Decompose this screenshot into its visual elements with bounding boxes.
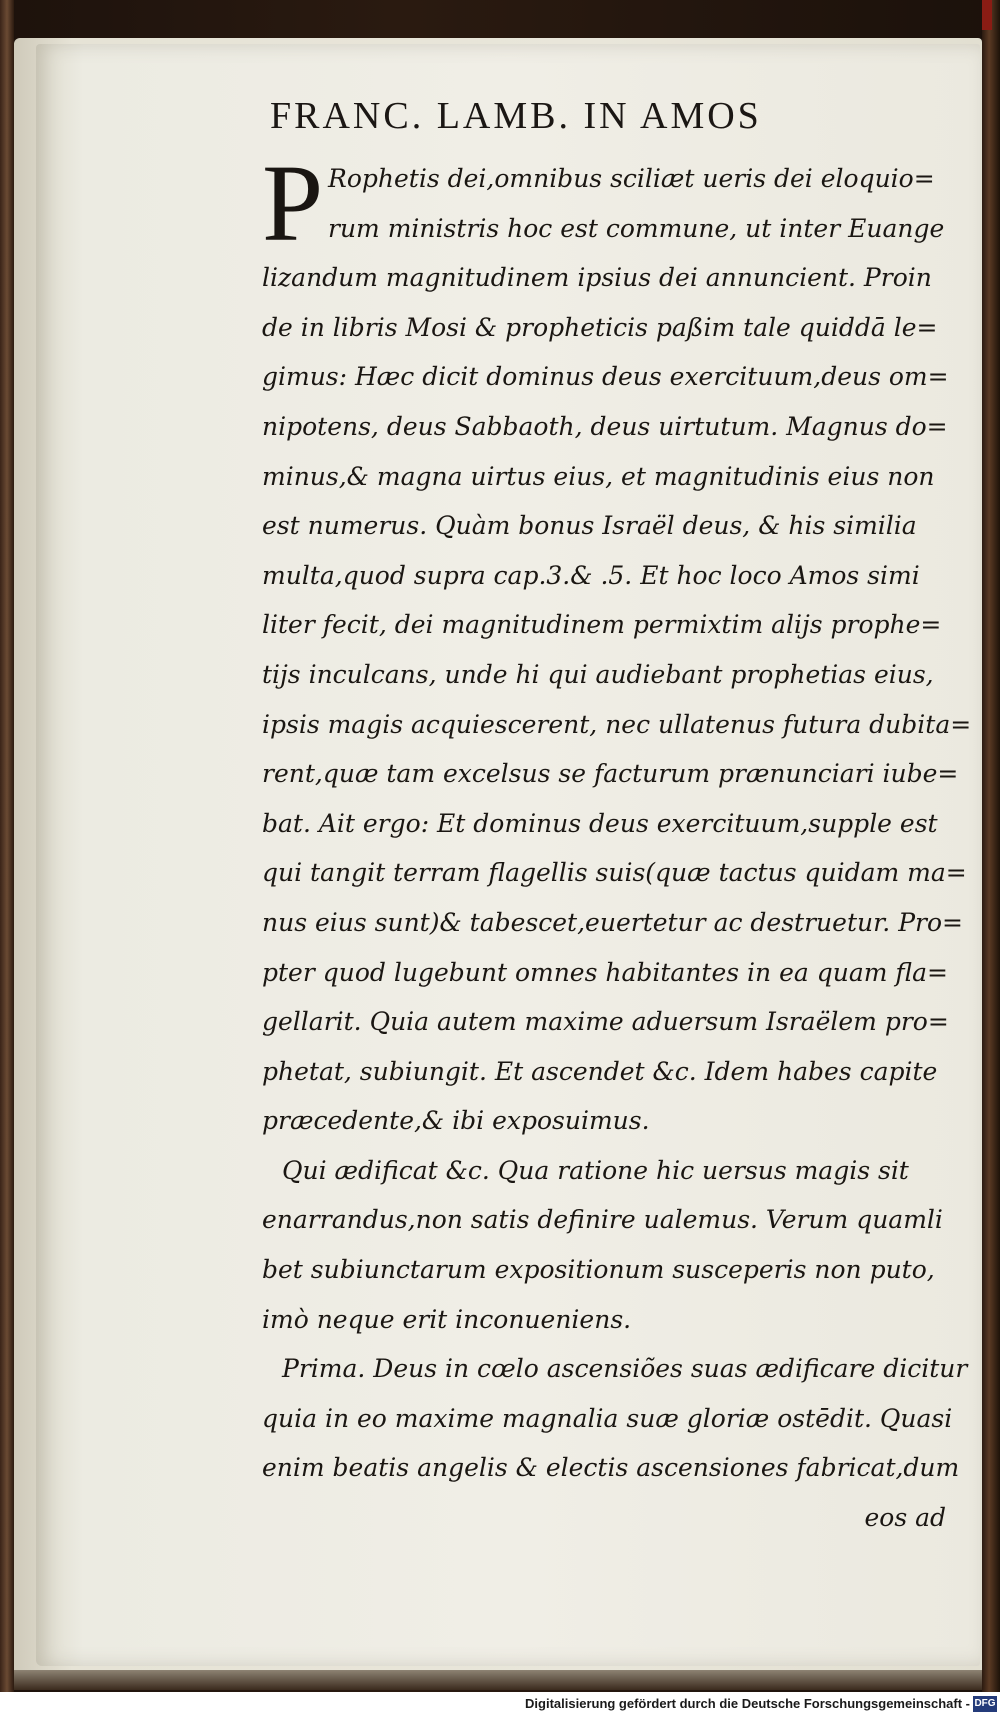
text-line: nus eius sunt)& tabescet,euertetur ac destruetur. Pro= xyxy=(262,907,963,937)
text-line: bat. Ait ergo: Et dominus deus exercituum,supple est xyxy=(262,808,938,838)
text-line: multa,quod supra cap.3.& .5. Et hoc loco Amos simi xyxy=(262,560,920,590)
text-line: minus,& magna uirtus eius, et magnitudinis eius non xyxy=(262,461,935,491)
text-line: phetat, subiungit. Et ascendet &c. Idem habes capite xyxy=(262,1056,938,1086)
text-line: lizandum magnitudinem ipsius dei annuncient. Proin xyxy=(262,263,932,293)
dfg-logo-icon: DFG xyxy=(973,1696,997,1712)
text-line: ipsis magis acquiescerent, nec ullatenus futura dubita= xyxy=(262,709,972,739)
catchword: eos ad xyxy=(864,1503,946,1533)
body-text xyxy=(262,154,972,1543)
text-line: gimus: Hæc dicit dominus deus exercituum,deus om= xyxy=(262,362,949,392)
red-cover-corner xyxy=(982,0,992,30)
text-line: Qui ædificat &c. Qua ratione hic uersus magis sit xyxy=(282,1155,909,1185)
text-line: est numerus. Quàm bonus Israël deus, & his similia xyxy=(262,511,917,541)
text-line: Rophetis dei,omnibus sciliæt ueris dei eloquio= xyxy=(328,164,935,193)
funding-credit: Digitalisierung gefördert durch die Deutsche Forschungsgemeinschaft - xyxy=(525,1696,970,1711)
text-line: rent,quæ tam excelsus se facturum prænunciari iube= xyxy=(262,759,959,789)
text-line: rum ministris hoc est commune, ut inter Euange xyxy=(328,213,945,243)
running-head: FRANC. LAMB. IN AMOS xyxy=(270,95,762,137)
text-line: pter quod lugebunt omnes habitantes in ea quam fla= xyxy=(262,957,948,987)
text-line: qui tangit terram flagellis suis(quæ tactus quidam ma= xyxy=(262,858,967,888)
text-line: enarrandus,non satis definire ualemus. Verum quamli xyxy=(262,1205,943,1235)
text-line: bet subiunctarum expositionum susceperis non puto, xyxy=(262,1255,935,1285)
text-line: gellarit. Quia autem maxime aduersum Israëlem pro= xyxy=(262,1007,949,1037)
text-line: nipotens, deus Sabbaoth, deus uirtutum. Magnus do= xyxy=(262,411,948,441)
book-spine-edge xyxy=(0,0,14,1692)
text-line: Prima. Deus in cœlo ascensiões suas ædificare dicitur xyxy=(282,1354,968,1384)
text-line: præcedente,& ibi exposuimus. xyxy=(262,1106,650,1136)
text-line: liter fecit, dei magnitudinem permixtim alijs prophe= xyxy=(262,610,942,640)
text-line: de in libris Mosi & propheticis paßim tale quiddā le= xyxy=(262,312,938,342)
text-line: quia in eo maxime magnalia suæ gloriæ ostēdit. Quasi xyxy=(262,1403,953,1433)
drop-cap-letter: P xyxy=(262,142,324,264)
book-cover-edge xyxy=(982,0,1000,1692)
text-line: tijs inculcans, unde hi qui audiebant prophetias eius, xyxy=(262,659,934,689)
text-line: enim beatis angelis & electis ascensiones fabricat,dum xyxy=(262,1453,960,1483)
page-bottom-edge xyxy=(14,1670,982,1690)
text-line: imò neque erit inconueniens. xyxy=(262,1304,632,1334)
